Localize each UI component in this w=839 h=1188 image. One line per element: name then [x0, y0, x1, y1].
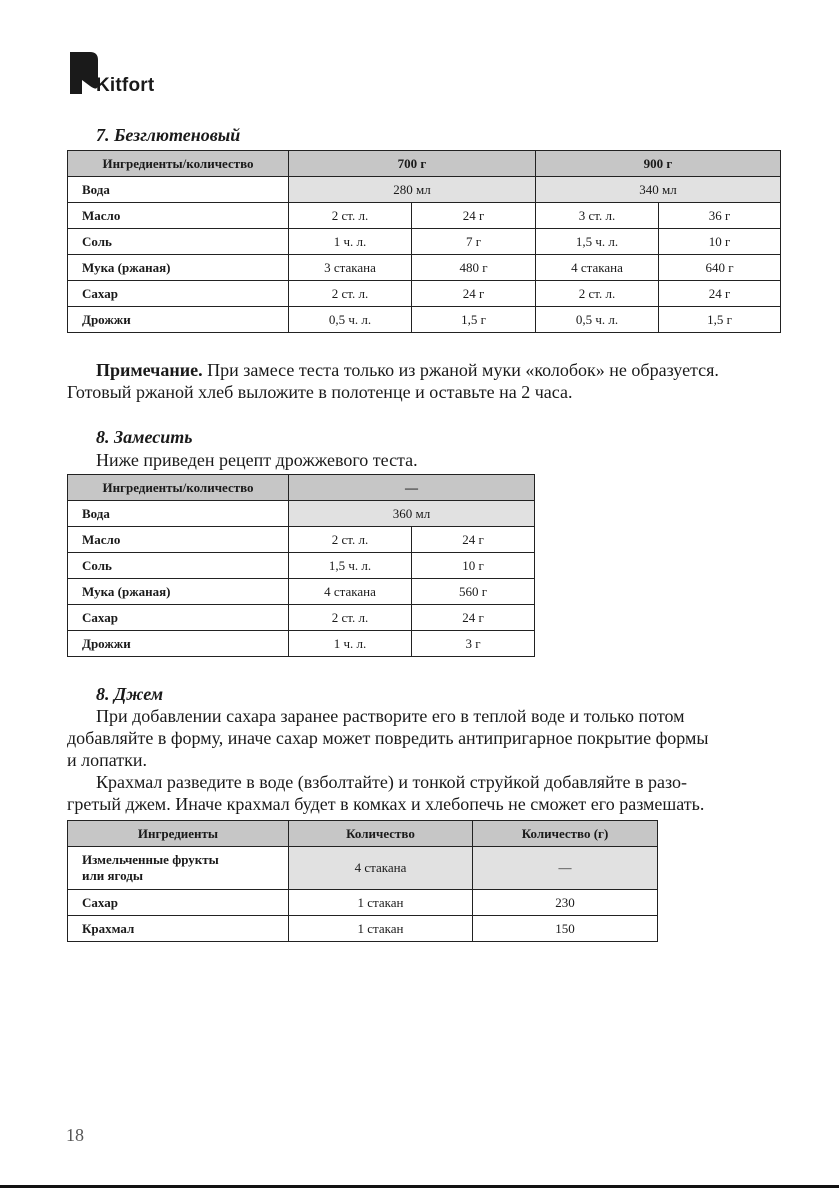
cell: 360 мл: [289, 501, 535, 527]
cell: 560 г: [412, 579, 535, 605]
note-text: При замесе теста только из ржаной муки «колобок» не образуется.: [207, 360, 719, 380]
page-number: 18: [66, 1125, 84, 1145]
table-row: [68, 890, 658, 916]
row-label: Крахмал: [68, 916, 289, 942]
header-ingredients: Ингредиенты: [68, 821, 289, 847]
jam-p2-line2: гретый джем. Иначе крахмал будет в комках и хлебопечь не сможет его размешать.: [67, 794, 705, 814]
cell: 1,5 ч. л.: [289, 553, 412, 579]
table-row: [68, 281, 781, 307]
table-row: [68, 916, 658, 942]
header-900g: 900 г: [536, 151, 781, 177]
jam-p1-line2: добавляйте в форму, иначе сахар может повредить антипригарное покрытие формы: [67, 728, 709, 748]
dough-table: [67, 474, 535, 657]
cell: 2 ст. л.: [289, 527, 412, 553]
cell: 3 ст. л.: [536, 203, 659, 229]
cell: 2 ст. л.: [536, 281, 659, 307]
section-8b-heading: 8. Джем: [96, 684, 164, 704]
cell: 4 стакана: [289, 847, 473, 890]
header-ingredients: Ингредиенты/количество: [68, 151, 289, 177]
cell: 1 ч. л.: [289, 631, 412, 657]
cell: 280 мл: [289, 177, 536, 203]
cell: 1 стакан: [289, 890, 473, 916]
table-header-row: [68, 821, 658, 847]
cell: 10 г: [659, 229, 781, 255]
cell: 150: [473, 916, 658, 942]
row-label: Соль: [68, 553, 289, 579]
header-quantity: —: [289, 475, 535, 501]
cell: 1,5 г: [412, 307, 536, 333]
jam-table: [67, 820, 658, 942]
cell: 230: [473, 890, 658, 916]
row-label: Сахар: [68, 890, 289, 916]
section-8a-intro: Ниже приведен рецепт дрожжевого теста.: [96, 450, 418, 470]
cell: 0,5 ч. л.: [289, 307, 412, 333]
note-line-2: Готовый ржаной хлеб выложите в полотенце и оставьте на 2 часа.: [67, 382, 573, 402]
cell: 340 мл: [536, 177, 781, 203]
row-label: Мука (ржаная): [68, 255, 289, 281]
row-label: Масло: [68, 203, 289, 229]
cell: 2 ст. л.: [289, 281, 412, 307]
table-row: [68, 501, 535, 527]
table-row: [68, 553, 535, 579]
cell: 10 г: [412, 553, 535, 579]
cell: 0,5 ч. л.: [536, 307, 659, 333]
cell: 1 стакан: [289, 916, 473, 942]
cell: 24 г: [412, 203, 536, 229]
row-label: Соль: [68, 229, 289, 255]
header-quantity: Количество: [289, 821, 473, 847]
row-label: Вода: [68, 501, 289, 527]
row-label: Вода: [68, 177, 289, 203]
table-row: [68, 307, 781, 333]
cell: 2 ст. л.: [289, 605, 412, 631]
cell: 1 ч. л.: [289, 229, 412, 255]
cell: 2 ст. л.: [289, 203, 412, 229]
brand-logo: [66, 50, 154, 96]
cell: 4 стакана: [536, 255, 659, 281]
table-row: [68, 631, 535, 657]
header-ingredients: Ингредиенты/количество: [68, 475, 289, 501]
header-700g: 700 г: [289, 151, 536, 177]
row-label: Дрожжи: [68, 631, 289, 657]
row-label: Масло: [68, 527, 289, 553]
cell: —: [473, 847, 658, 890]
jam-p1-line1: При добавлении сахара заранее растворите его в теплой воде и только потом: [96, 706, 685, 726]
row-label-line-2: или ягоды: [82, 868, 143, 883]
cell: 24 г: [412, 605, 535, 631]
table-row: [68, 605, 535, 631]
section-7-heading: 7. Безглютеновый: [96, 125, 241, 145]
header-quantity-grams: Количество (г): [473, 821, 658, 847]
jam-p2-line1: Крахмал разведите в воде (взболтайте) и тонкой струйкой добавляйте в разо-: [96, 772, 687, 792]
row-label: Сахар: [68, 281, 289, 307]
cell: 36 г: [659, 203, 781, 229]
row-label: Сахар: [68, 605, 289, 631]
table-row: [68, 229, 781, 255]
table-row: [68, 847, 658, 890]
note-bold-label: Примечание.: [96, 360, 203, 380]
kitfort-logo-icon: [66, 50, 100, 96]
table-row: [68, 177, 781, 203]
table-row: [68, 203, 781, 229]
brand-name: Kitfort: [96, 75, 155, 96]
cell: 24 г: [412, 527, 535, 553]
cell: 3 г: [412, 631, 535, 657]
gluten-free-table: [67, 150, 781, 333]
note-line-1: [96, 359, 719, 381]
cell: 24 г: [659, 281, 781, 307]
row-label-line-1: Измельченные фрукты: [82, 852, 219, 867]
table-header-row: [68, 475, 535, 501]
cell: 1,5 ч. л.: [536, 229, 659, 255]
row-label: Дрожжи: [68, 307, 289, 333]
section-8a-heading: 8. Замесить: [96, 427, 193, 447]
cell: 480 г: [412, 255, 536, 281]
table-row: [68, 579, 535, 605]
cell: 640 г: [659, 255, 781, 281]
row-label: Мука (ржаная): [68, 579, 289, 605]
cell: 4 стакана: [289, 579, 412, 605]
jam-p1-line3: и лопатки.: [67, 750, 148, 770]
cell: 7 г: [412, 229, 536, 255]
row-label: [68, 847, 289, 890]
cell: 3 стакана: [289, 255, 412, 281]
cell: 1,5 г: [659, 307, 781, 333]
table-row: [68, 255, 781, 281]
table-header-row: [68, 151, 781, 177]
table-row: [68, 527, 535, 553]
cell: 24 г: [412, 281, 536, 307]
